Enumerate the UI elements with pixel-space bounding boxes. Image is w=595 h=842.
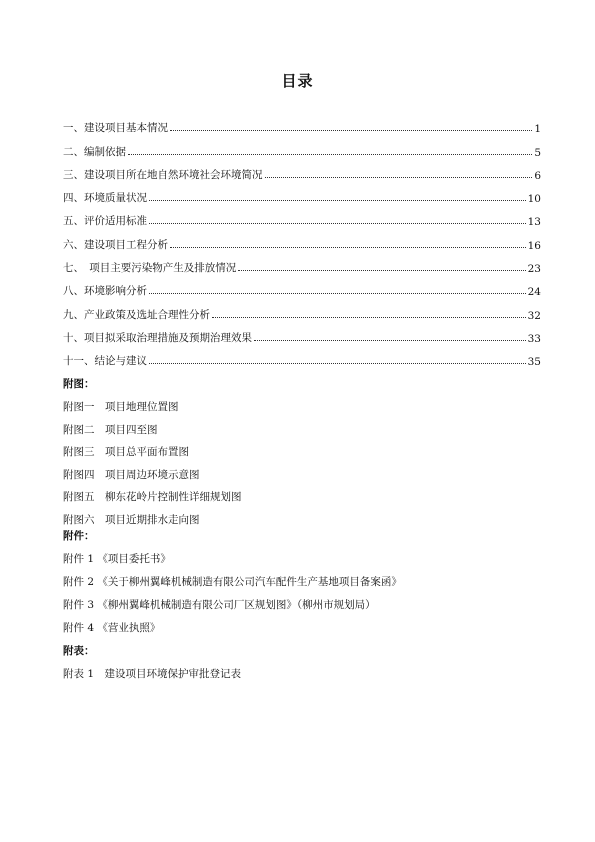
figures-heading: 附图：	[63, 378, 95, 390]
figure-item: 附图三 项目总平面布置图	[63, 446, 189, 459]
toc-leader-dots	[149, 363, 526, 364]
figure-item: 附图二 项目四至图	[63, 423, 158, 436]
toc-entry[interactable]	[63, 159, 541, 182]
toc-entry-page: 32	[527, 309, 541, 322]
toc-entry-label: 九、产业政策及选址合理性分析	[63, 308, 210, 321]
toc-entry[interactable]	[63, 112, 541, 135]
attachments-section	[63, 528, 402, 643]
toc-entry-page: 10	[527, 193, 541, 206]
toc-entry-label: 四、环境质量状况	[63, 192, 147, 205]
toc-leader-dots	[254, 340, 526, 341]
toc-entry-page: 5	[534, 146, 541, 159]
attachment-item: 附件 1 《项目委托书》	[63, 553, 171, 565]
toc-entry-page: 16	[527, 239, 541, 252]
toc-entry[interactable]	[63, 345, 541, 368]
toc-leader-dots	[265, 177, 533, 178]
toc-entry-label: 一、建设项目基本情况	[63, 122, 168, 135]
toc-entry-label: 六、建设项目工程分析	[63, 238, 168, 251]
figures-section	[63, 376, 242, 535]
attachment-item: 附件 3 《柳州翼峰机械制造有限公司厂区规划图》（柳州市规划局）	[63, 599, 376, 611]
toc-entry[interactable]	[63, 205, 541, 228]
toc-entry[interactable]	[63, 182, 541, 205]
toc-entry-page: 6	[534, 169, 541, 182]
toc-leader-dots	[149, 293, 526, 294]
tables-heading: 附表：	[63, 645, 95, 657]
toc-entry-label: 三、建设项目所在地自然环境社会环境简况	[63, 168, 263, 181]
toc-entry[interactable]	[63, 322, 541, 345]
table-item: 附表 1 建设项目环境保护审批登记表	[63, 668, 242, 680]
toc-leader-dots	[128, 154, 532, 155]
toc-leader-dots	[149, 223, 526, 224]
toc-entry-label: 七、 项目主要污染物产生及排放情况	[63, 262, 237, 275]
toc-entry-page: 1	[534, 123, 541, 136]
toc-leader-dots	[238, 270, 525, 271]
toc-entry[interactable]	[63, 228, 541, 251]
toc-entry-label: 八、环境影响分析	[63, 285, 147, 298]
toc-entry-label: 十、项目拟采取治理措施及预期治理效果	[63, 331, 252, 344]
toc-leader-dots	[149, 200, 526, 201]
toc-entry-label: 五、评价适用标准	[63, 215, 147, 228]
figure-item: 附图五 柳东花岭片控制性详细规划图	[63, 491, 242, 504]
toc-entry-page: 33	[527, 332, 541, 345]
toc-entry-page: 13	[527, 216, 541, 229]
toc-entry[interactable]	[63, 275, 541, 298]
table-of-contents	[63, 112, 541, 368]
attachments-heading: 附件：	[63, 530, 95, 542]
figure-item: 附图四 项目周边环境示意图	[63, 468, 200, 481]
toc-entry[interactable]	[63, 135, 541, 158]
figure-item: 附图六 项目近期排水走向图	[63, 513, 200, 526]
toc-entry-page: 35	[527, 356, 541, 369]
page-title: 目录	[281, 72, 314, 90]
attachment-item: 附件 4 《营业执照》	[63, 622, 161, 634]
toc-entry-page: 23	[527, 263, 541, 276]
figure-item: 附图一 项目地理位置图	[63, 401, 179, 413]
toc-leader-dots	[212, 317, 526, 318]
attachment-item: 附件 2 《关于柳州翼峰机械制造有限公司汽车配件生产基地项目备案函》	[63, 576, 402, 588]
toc-leader-dots	[170, 130, 532, 131]
toc-entry-page: 24	[527, 286, 541, 299]
toc-entry[interactable]	[63, 252, 541, 275]
tables-section	[63, 643, 241, 689]
toc-entry[interactable]	[63, 298, 541, 321]
toc-entry-label: 十一、结论与建议	[63, 355, 147, 368]
toc-entry-label: 二、编制依据	[63, 145, 126, 158]
toc-leader-dots	[170, 247, 526, 248]
